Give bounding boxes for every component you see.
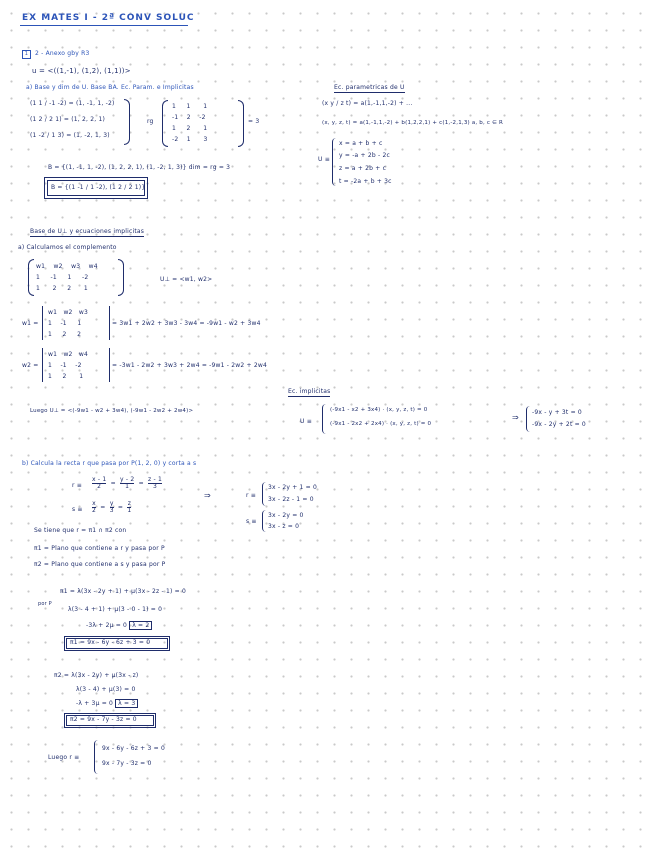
s-system-row: 3x - z = 0: [268, 523, 300, 530]
param-line: (x y / z t) = a(1,-1,1,-2) + ...: [322, 100, 413, 107]
section-number-box: 1: [22, 50, 31, 59]
final-label: Luego r ≡: [48, 754, 80, 761]
r-system-prefix: r ≡: [246, 492, 257, 499]
param-equation: y = -a + 2b - 2c: [339, 152, 390, 159]
w1-result: = 3w1 + 2w2 + 3w3 - 3w4 = -9w1 - w2 + 3w4: [112, 320, 261, 327]
section3-heading: b) Calcula la recta r que pasa por P(1, 2, 0) y corta a s: [22, 460, 197, 467]
numerator: y - 2: [120, 476, 135, 483]
implicit-row: (-9x1 - x2 + 3x4) · (x, y, z, t) = 0: [330, 407, 428, 413]
param-system-prefix: U ≡: [318, 156, 330, 163]
section2-subheading: a) Calculamos el complemento: [18, 244, 117, 251]
param-equation: x = a + b + c: [339, 140, 383, 147]
pi2-solve-text: -λ + 3μ = 0: [76, 700, 114, 707]
ortho-matrix-row: 1 -1 1 -2: [36, 274, 89, 281]
pi2-solve: [76, 700, 138, 707]
r-fractions: $\frac{x - 1}{2}$ = $\frac{y - 2}{1}$ = $\frac{z - 1}{3}$: [92, 476, 162, 490]
ortho-matrix-row: 1 2 2 1: [36, 285, 88, 292]
det-row: w1 w2 w3: [48, 309, 89, 316]
param-line: (x, y, z, t) = a(1,-1,1,-2) + b(1,2,2,1) + c(1,-2,1,3) a, b, c ∈ R: [322, 120, 504, 126]
rank-matrix-row: -2 1 3: [172, 136, 208, 143]
pi1-sub-label: por P: [38, 601, 52, 607]
fraction: [92, 477, 106, 490]
plan-line: Se tiene que r = π1 ∩ π2 con: [34, 527, 127, 534]
part-a-heading: a) Base y dim de U. Base BA. Ec. Param. e Implicitas: [26, 84, 194, 91]
param-equation: z = a + 2b + c: [339, 165, 387, 172]
denominator: 2: [92, 507, 97, 514]
denominator: 3: [109, 507, 114, 514]
fraction: [148, 477, 162, 490]
fraction: [127, 501, 131, 514]
det-row: 1 -1 1: [48, 320, 82, 327]
pi1-solve-box: λ = 2: [129, 621, 152, 630]
implicit-result-brace: [526, 406, 531, 432]
numerator: z - 1: [148, 476, 162, 483]
basis-line: B = {(1, -1, 1, -2), (1, 2, 2, 1), (1, -2, 1, 3)} dim = rg = 3: [48, 164, 231, 171]
det-row: 1 2 1: [48, 373, 84, 380]
rank-result: = 3: [248, 118, 260, 125]
ortho-label: U⊥ = <w1, w2>: [160, 276, 213, 283]
numerator: x: [92, 500, 96, 507]
w1-label: w1 =: [22, 320, 39, 327]
pi2-description: π2 = Plano que contiene a s y pasa por P: [34, 561, 166, 568]
det-row: 1 2 2: [48, 331, 82, 338]
r-system-brace: [262, 482, 267, 506]
param-system-brace: [332, 138, 337, 186]
pi2-equation: π2 = λ(3x - 2y) + μ(3x - z): [54, 672, 139, 679]
rank-matrix-row: 1 1 1: [172, 103, 208, 110]
denominator: 1: [127, 507, 132, 514]
param-heading: Ec. parametricas de U: [334, 84, 405, 91]
det-row: w1 w2 w4: [48, 351, 89, 358]
implicit-heading: Ec. implicitas: [288, 388, 331, 395]
final-row: 9x - 6y - 6z + 3 = 0: [102, 745, 165, 752]
det-row: 1 -1 -2: [48, 362, 82, 369]
ortho-matrix-left-bracket: [28, 259, 34, 296]
fraction: [110, 501, 114, 514]
r-system-row: 3x - 2z - 1 = 0: [268, 496, 314, 503]
rank-label: rg: [147, 118, 154, 125]
ortho-matrix-right-bracket: [118, 259, 124, 296]
r-label: r ≡: [72, 482, 83, 489]
section2-heading: Base de U⊥ y ecuaciones implicitas: [30, 228, 145, 235]
final-brace: [94, 740, 99, 774]
luego-line: Luego U⊥ = <(-9w1 - w2 + 3w4), (-9w1 - 2w2 + 2w4)>: [30, 408, 194, 414]
numerator: z: [127, 500, 132, 507]
s-system-brace: [262, 510, 267, 532]
matrix-row: (1 1 / -1 -2) = (1, -1, 1, -2): [30, 100, 115, 107]
s-system-row: 3x - 2y = 0: [268, 512, 304, 519]
pi2-result: π2 = 9x - 7y - 3z = 0: [70, 716, 137, 723]
pi1-solve: [86, 622, 152, 629]
matrix-rows-bracket: [124, 99, 130, 145]
basis-boxed-text: B = {(1 -1 / 1 -2), (1 2 / 2 1)}: [51, 184, 146, 191]
r-system-row: 3x - 2y + 1 = 0: [268, 484, 318, 491]
matrix-row: (1 2 / 2 1) = (1, 2, 2, 1): [30, 116, 106, 123]
s-fractions: $\frac{x}{2}$ = $\frac{y}{3}$ = $\frac{z}{1}$: [92, 500, 132, 514]
numerator: y: [109, 500, 114, 507]
pi1-substitution: λ(3 - 4 + 1) + μ(3 - 0 - 1) = 0: [68, 606, 163, 613]
param-equation: t = -2a + b + 3c: [339, 178, 392, 185]
implicit-prefix: U ≡: [300, 418, 312, 425]
implicit-row: (-9x1 - 2x2 + 2x4) · (x, y, z, t) = 0: [330, 421, 432, 427]
implies-arrow-icon: ⇒: [512, 413, 519, 422]
implies-arrow-icon: ⇒: [204, 491, 211, 500]
pi1-result: π1 = 9x - 6y - 6z + 3 = 0: [70, 639, 151, 646]
pi1-description: π1 = Plano que contiene a r y pasa por P: [34, 545, 165, 552]
w2-label: w2 =: [22, 362, 39, 369]
title-underline: [20, 25, 188, 26]
numerator: x - 1: [92, 476, 107, 483]
ortho-matrix-row: w1 w2 w3 w4: [36, 263, 98, 270]
subspace-definition: u = <((1,-1), (1,2), (1,1))>: [32, 67, 131, 75]
rank-matrix-row: -1 2 -2: [172, 114, 206, 121]
page-title: EX MATES I - 2ª CONV SOLUC: [22, 13, 195, 23]
fraction: [120, 477, 134, 490]
rank-matrix-row: 1 2 1: [172, 125, 208, 132]
pi2-substitution: λ(3 - 4) + μ(3) = 0: [76, 686, 136, 693]
pi2-solve-box: λ = 3: [115, 699, 138, 708]
section1-label: [22, 50, 90, 59]
s-system-prefix: s ≡: [246, 518, 257, 525]
implicit-result-row: -9x - y + 3t = 0: [532, 409, 582, 416]
section1-label-text: 2 - Anexo gby R3: [35, 50, 90, 57]
rank-matrix-left-bracket: [162, 100, 168, 147]
rank-matrix-right-bracket: [238, 100, 244, 147]
implicit-result-row: -9x - 2y + 2t = 0: [532, 421, 586, 428]
w2-result: = -3w1 - 2w2 + 3w3 + 2w4 = -9w1 - 2w2 + 2w4: [112, 362, 267, 369]
pi1-solve-text: -3λ + 2μ = 0: [86, 622, 128, 629]
fraction: [92, 501, 96, 514]
denominator: 2: [97, 483, 102, 490]
implicit-brace: [322, 404, 327, 434]
final-row: 9x - 7y - 3z = 0: [102, 760, 152, 767]
denominator: 1: [125, 483, 130, 490]
pi1-equation: π1 = λ(3x - 2y + 1) + μ(3x - 2z - 1) = 0: [60, 588, 186, 595]
matrix-row: (1 -2 / 1 3) = (1, -2, 1, 3): [30, 132, 110, 139]
s-label: s ≡: [72, 506, 83, 513]
denominator: 3: [152, 483, 158, 490]
